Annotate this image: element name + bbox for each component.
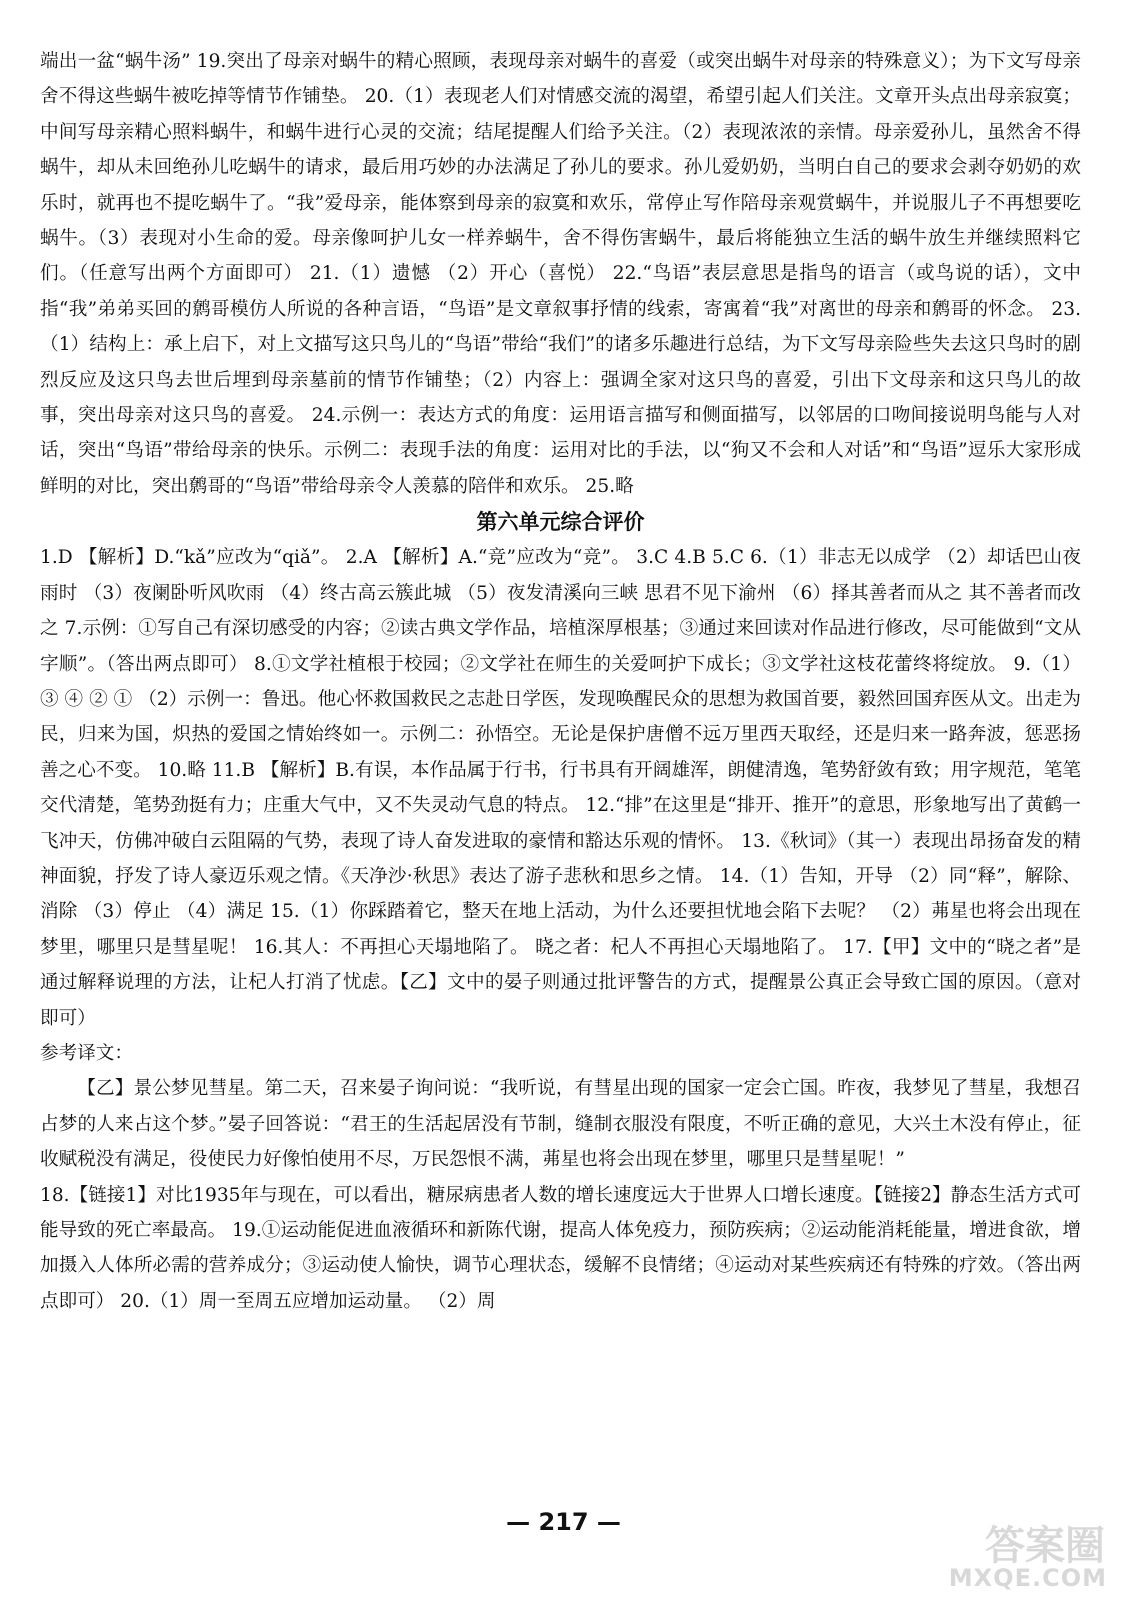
answer-paragraph-bottom: 18.【链接1】对比1935年与现在，可以看出，糖尿病患者人数的增长速度远大于世界人口增长速度。【链接2】静态生活方式可能导致的死亡率最高。 19.①运动能促进血液循环和新陈代谢，提高人体免疫力，预防疾病；②运动能消耗能量，增进食欲，增加摄入人体所必需的营养成分；③运动使人愉快，调节心理状态，缓解不良情绪；④运动对某些疾病还有特殊的疗效。（答出两点即可） 20.（1）周一至周五应增加运动量。 （2）周	[40, 1184, 1081, 1312]
answer-paragraph-top: 端出一盆“蜗牛汤” 19.突出了母亲对蜗牛的精心照顾，表现母亲对蜗牛的喜爱（或突出蜗牛对母亲的特殊意义）；为下文写母亲舍不得这些蜗牛被吃掉等情节作铺垫。 20.（1）表现老人们对情感交流的渴望，希望引起人们关注。文章开头点出母亲寂寞；中间写母亲精心照料蜗牛，和蜗牛进行心灵的交流；结尾提醒人们给予关注。（2）表现浓浓的亲情。母亲爱孙儿，虽然舍不得蜗牛，却从未回绝孙儿吃蜗牛的请求，最后用巧妙的办法满足了孙儿的要求。孙儿爱奶奶，当明白自己的要求会剥夺奶奶的欢乐时，就再也不提吃蜗牛了。“我”爱母亲，能体察到母亲的寂寞和欢乐，常停止写作陪母亲观赏蜗牛，并说服儿子不再想要吃蜗牛。（3）表现对小生命的爱。母亲像呵护儿女一样养蜗牛，舍不得伤害蜗牛，最后将能独立生活的蜗牛放生并继续照料它们。（任意写出两个方面即可） 21.（1）遗憾 （2）开心（喜悦） 22.“鸟语”表层意思是指鸟的语言（或鸟说的话），文中指“我”弟弟买回的鹩哥模仿人所说的各种言语，“鸟语”是文章叙事抒情的线索，寄寓着“我”对离世的母亲和鹩哥的怀念。 23.（1）结构上：承上启下，对上文描写这只鸟儿的“鸟语”带给“我们”的诸多乐趣进行总结，为下文写母亲险些失去这只鸟时的剧烈反应及这只鸟去世后埋到母亲墓前的情节作铺垫；（2）内容上：强调全家对这只鸟的喜爱，引出下文母亲和这只鸟儿的故事，突出母亲对这只鸟的喜爱。 24.示例一：表达方式的角度：运用语言描写和侧面描写，以邻居的口吻间接说明鸟能与人对话，突出“鸟语”带给母亲的快乐。示例二：表现手法的角度：运用对比的手法，以“狗又不会和人对话”和“鸟语”逗乐大家形成鲜明的对比，突出鹩哥的“鸟语”带给母亲令人羡慕的陪伴和欢乐。 25.略	[40, 51, 1081, 497]
translation-text: 【乙】景公梦见彗星。第二天，召来晏子询问说：“我听说，有彗星出现的国家一定会亡国。昨夜，我梦见了彗星，我想召占梦的人来占这个梦。”晏子回答说：“君王的生活起居没有节制，缝制衣服没有限度，不听正确的意见，大兴土木没有停止，征收赋税没有满足，役使民力好像怕使用不尽，万民怨恨不满，茀星也将会出现在梦里，哪里只是彗星呢！”	[40, 1078, 1081, 1171]
answer-paragraph-mid: 1.D 【解析】D.“kǎ”应改为“qiǎ”。 2.A 【解析】A.“竞”应改为“竞”。 3.C 4.B 5.C 6.（1）非志无以成学 （2）却话巴山夜雨时 （3）夜阑卧听风吹雨 （4）终古高云簇此城 （5）夜发清溪向三峡 思君不见下渝州 （6）择其善者而从之 其不善者而改之 7.示例：①写自己有深切感受的内容；②读古典文学作品，培植深厚根基；③通过来回读对作品进行修改，尽可能做到“文从字顺”。（答出两点即可） 8.①文学社植根于校园；②文学社在师生的关爱呵护下成长；③文学社这枝花蕾终将绽放。 9.（1）③ ④ ② ① （2）示例一：鲁迅。他心怀救国救民之志赴日学医，发现唤醒民众的思想为救国首要，毅然回国弃医从文。出走为民，归来为国，炽热的爱国之情始终如一。示例二：孙悟空。无论是保护唐僧不远万里西天取经，还是归来一路奔波，惩恶扬善之心不变。 10.略 11.B 【解析】B.有误，本作品属于行书，行书具有开阔雄浑，朗健清逸，笔势舒敛有致；用字规范，笔笔交代清楚，笔势劲挺有力；庄重大气中，又不失灵动气息的特点。 12.“排”在这里是“排开、推开”的意思，形象地写出了黄鹤一飞冲天，仿佛冲破白云阻隔的气势，表现了诗人奋发进取的豪情和豁达乐观的情怀。 13.《秋词》（其一）表现出昂扬奋发的精神面貌，抒发了诗人豪迈乐观之情。《天净沙·秋思》表达了游子悲秋和思乡之情。 14.（1）告知，开导 （2）同“释”，解除、消除 （3）停止 （4）满足 15.（1）你踩踏着它，整天在地上活动，为什么还要担忧地会陷下去呢？ （2）茀星也将会出现在梦里，哪里只是彗星呢！ 16.其人：不再担心天塌地陷了。 晓之者：杞人不再担心天塌地陷了。 17.【甲】文中的“晓之者”是通过解释说理的方法，让杞人打消了忧虑。【乙】文中的晏子则通过批评警告的方式，提醒景公真正会导致亡国的原因。（意对即可）	[40, 547, 1081, 1029]
translation-heading: 参考译文：	[40, 1042, 133, 1064]
page-number: — 217 —	[506, 1508, 621, 1536]
watermark-url: MXQE.COM	[948, 1564, 1107, 1592]
section-title: 第六单元综合评价	[476, 510, 645, 535]
watermark-logo	[923, 1512, 1113, 1592]
watermark-text: 答案圈	[985, 1523, 1105, 1569]
